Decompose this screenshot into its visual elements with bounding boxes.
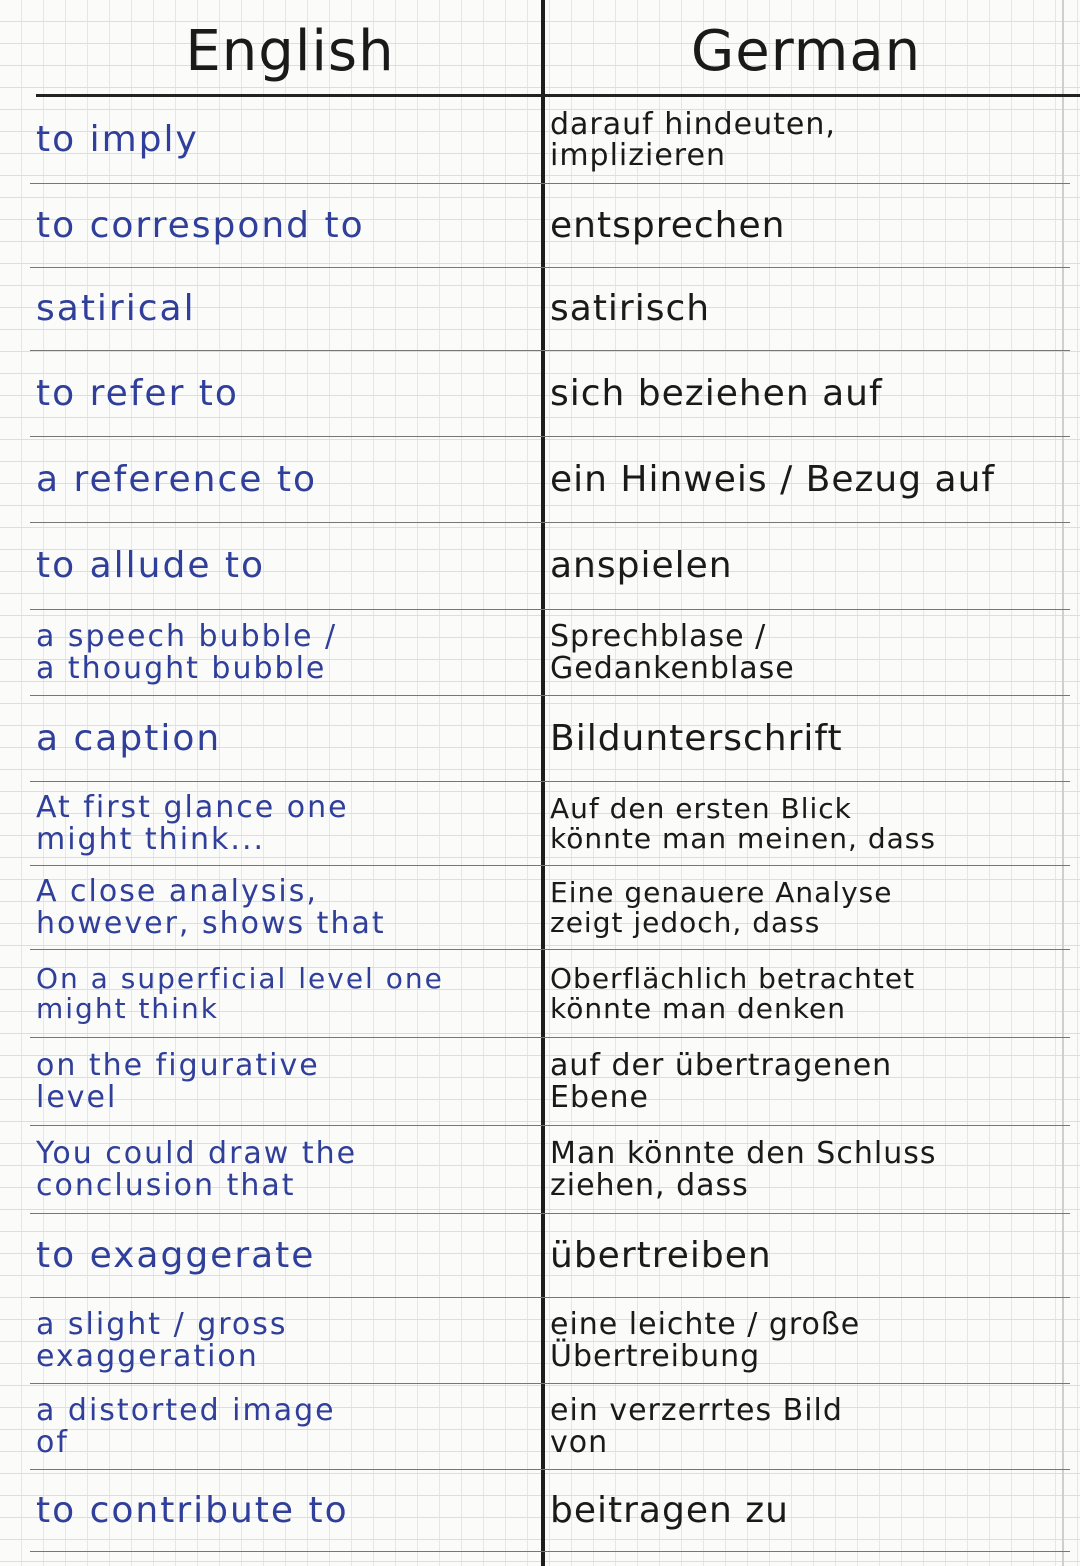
german-translation: Sprechblase / Gedankenblase xyxy=(550,619,795,686)
vocab-row xyxy=(30,1126,1070,1214)
vocab-row xyxy=(30,97,1070,184)
english-term: a caption xyxy=(36,717,222,759)
vocab-row xyxy=(30,866,1070,950)
english-term: to contribute to xyxy=(36,1489,349,1531)
german-translation: entsprechen xyxy=(550,204,786,246)
english-term: At first glance one might think... xyxy=(36,790,349,857)
english-term: You could draw the conclusion that xyxy=(36,1136,358,1203)
english-term: on the figurative level xyxy=(36,1048,320,1115)
german-translation: Bildunterschrift xyxy=(550,717,843,759)
vocab-row xyxy=(30,950,1070,1038)
english-term: satirical xyxy=(36,288,196,330)
english-term: to imply xyxy=(36,119,199,161)
english-column-header: English xyxy=(185,18,395,84)
english-term: to refer to xyxy=(36,372,239,414)
german-translation: Man könnte den Schluss ziehen, dass xyxy=(550,1136,937,1203)
vocab-row xyxy=(30,351,1070,437)
vocab-row xyxy=(30,782,1070,866)
english-term: a speech bubble / a thought bubble xyxy=(36,619,338,686)
german-translation: Eine genauere Analyse zeigt jedoch, dass xyxy=(550,876,893,939)
vocab-row xyxy=(30,1470,1070,1552)
vocab-row xyxy=(30,184,1070,268)
english-term: On a superficial level one might think xyxy=(36,962,444,1025)
german-translation: beitragen zu xyxy=(550,1489,789,1531)
german-translation: ein verzerrtes Bild von xyxy=(550,1393,843,1460)
english-term: a slight / gross exaggeration xyxy=(36,1307,288,1374)
german-translation: Auf den ersten Blick könnte man meinen, dass xyxy=(550,792,936,855)
english-term: to correspond to xyxy=(36,204,365,246)
german-translation: satirisch xyxy=(550,288,711,330)
german-translation: eine leichte / große Übertreibung xyxy=(550,1307,861,1374)
english-term: to allude to xyxy=(36,545,266,587)
german-translation: darauf hindeuten, implizieren xyxy=(550,106,836,173)
vocab-row xyxy=(30,268,1070,351)
vocab-row xyxy=(30,523,1070,610)
vocab-row xyxy=(30,437,1070,523)
german-translation: anspielen xyxy=(550,545,733,587)
german-translation: auf der übertragenen Ebene xyxy=(550,1048,893,1115)
english-term: a distorted image of xyxy=(36,1393,336,1460)
vocab-row xyxy=(30,610,1070,696)
german-column-header: German xyxy=(690,18,922,84)
vocab-row xyxy=(30,1214,1070,1298)
german-translation: ein Hinweis / Bezug auf xyxy=(550,458,996,500)
vocab-row xyxy=(30,1298,1070,1384)
english-term: a reference to xyxy=(36,458,317,500)
german-translation: sich beziehen auf xyxy=(550,372,883,414)
vocab-row xyxy=(30,696,1070,782)
vocab-row xyxy=(30,1038,1070,1126)
english-term: to exaggerate xyxy=(36,1234,316,1276)
english-term: A close analysis, however, shows that xyxy=(36,874,386,941)
vocab-row xyxy=(30,1384,1070,1470)
german-translation: Oberflächlich betrachtet könnte man denken xyxy=(550,962,916,1025)
german-translation: übertreiben xyxy=(550,1234,772,1276)
